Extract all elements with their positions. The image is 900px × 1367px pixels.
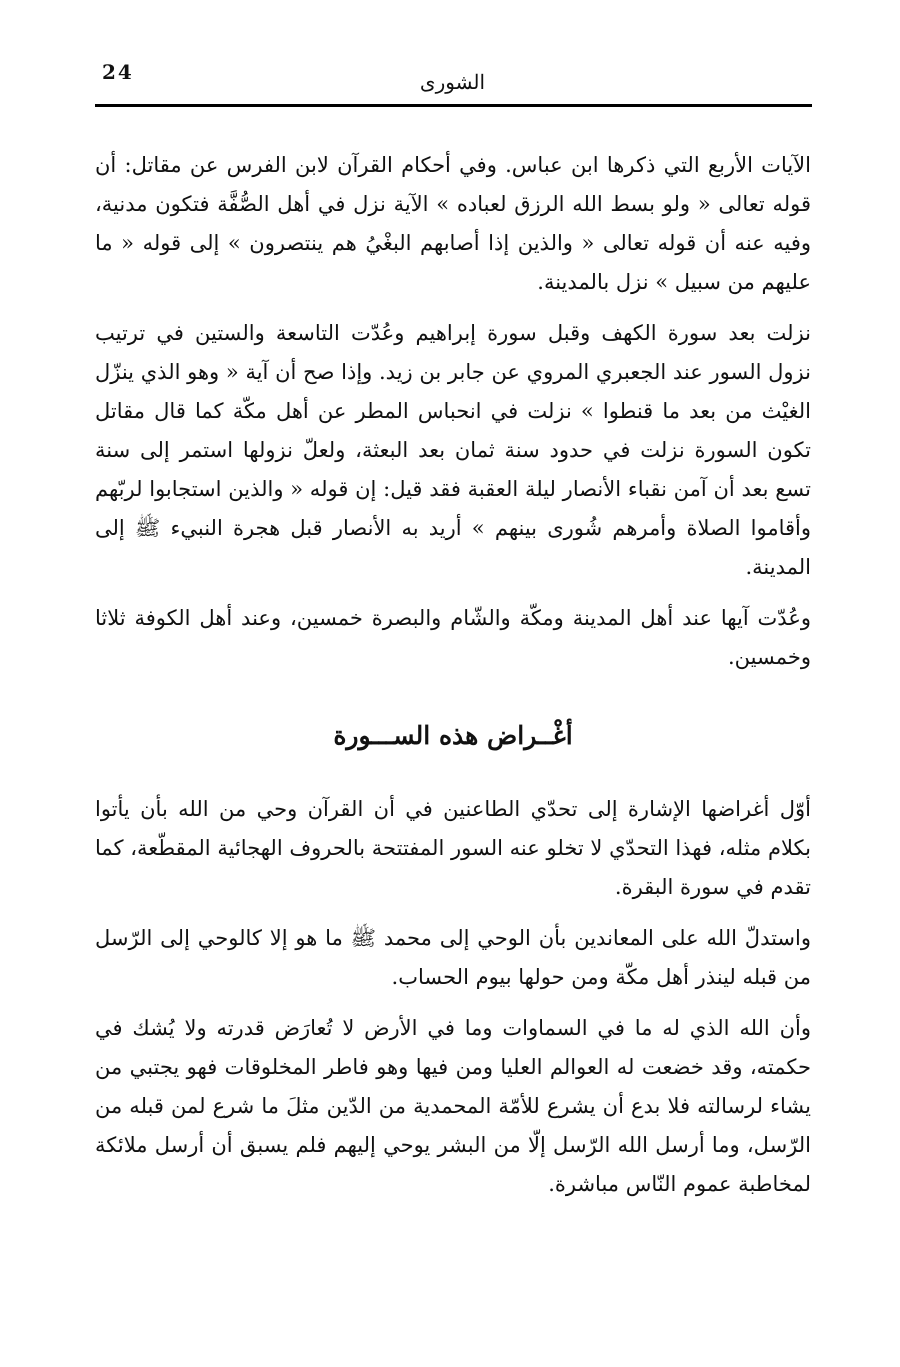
page-number: 24	[102, 60, 134, 84]
paragraph: أوّل أغراضها الإشارة إلى تحدّي الطاعنين في أن القرآن وحي من الله بأن يأتوا بكلام مثله، فهذا التحدّي لا تخلو عنه السور المفتتحة بالحروف الهجائية المقطّعة، كما تقدم في سورة البقرة.	[95, 797, 811, 899]
page-header	[95, 52, 810, 104]
section-heading: أغْــراض هذه الســـورة	[333, 721, 573, 750]
paragraph: نزلت بعد سورة الكهف وقبل سورة إبراهيم وعُدّت التاسعة والستين في ترتيب نزول السور عند الجعبري المروي عن جابر بن زيد. وإذا صح أن آية « وهو الذي ينزّل الغيْث من بعد ما قنطوا » نزلت في انحباس المطر عن أهل مكّة كما قال مقاتل تكون السورة نزلت في حدود سنة ثمان بعد البعثة، ولعلّ نزولها استمر إلى سنة تسع بعد أن آمن نقباء الأنصار ليلة العقبة فقد قيل: إن قوله « والذين استجابوا لربّهم وأقاموا الصلاة وأمرهم شُورى بينهم » أريد به الأنصار قبل هجرة النبيء ﷺ إلى المدينة.	[95, 321, 811, 579]
page-body	[95, 146, 811, 1204]
paragraph: واستدلّ الله على المعاندين بأن الوحي إلى محمد ﷺ ما هو إلا كالوحي إلى الرّسل من قبله لينذر أهل مكّة ومن حولها بيوم الحساب.	[95, 926, 811, 989]
paragraph: وعُدّت آيها عند أهل المدينة ومكّة والشّام والبصرة خمسين، وعند أهل الكوفة ثلاثا وخمسين.	[95, 606, 811, 669]
running-title: الشورى	[419, 70, 486, 94]
paragraph: الآيات الأربع التي ذكرها ابن عباس. وفي أحكام القرآن لابن الفرس عن مقاتل: أن قوله تعالى « ولو بسط الله الرزق لعباده » الآية نزل في أهل الصُّفَّة فتكون مدنية، وفيه عنه أن قوله تعالى « والذين إذا أصابهم البغْيُ هم ينتصرون » إلى قوله « ما عليهم من سبيل » نزل بالمدينة.	[95, 153, 811, 294]
paragraph: وأن الله الذي له ما في السماوات وما في الأرض لا تُعارَض قدرته ولا يُشك في حكمته، وقد خضعت له العوالم العليا ومن فيها وهو فاطر المخلوقات فهو يجتبي من يشاء لرسالته فلا بدع أن يشرع للأمّة المحمدية من الدّين مثلَ ما شرع لمن قبله من الرّسل، وما أرسل الله الرّسل إلّا من البشر يوحي إليهم فلم يسبق أن أرسل ملائكة لمخاطبة عموم النّاس مباشرة.	[95, 1016, 811, 1196]
header-rule	[95, 104, 812, 107]
